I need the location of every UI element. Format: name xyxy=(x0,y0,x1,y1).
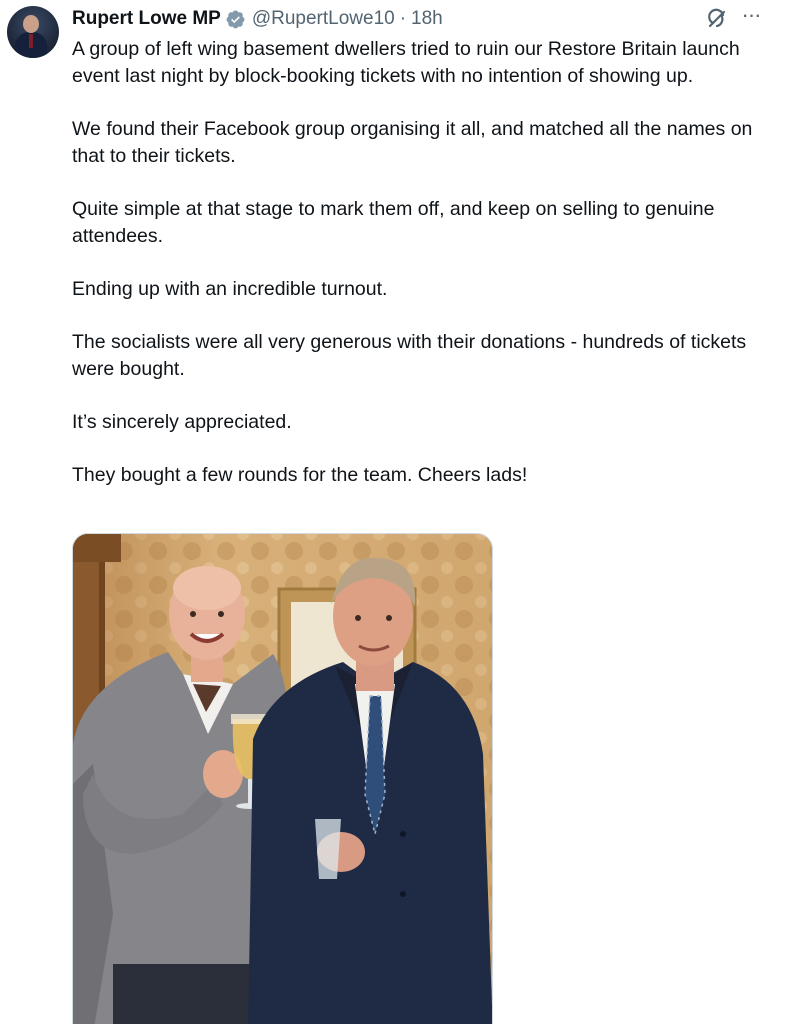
grok-icon[interactable] xyxy=(704,6,730,32)
timestamp[interactable]: 18h xyxy=(411,8,443,29)
tweet-paragraph: Ending up with an incredible turnout. xyxy=(72,278,388,300)
author-handle[interactable]: @RupertLowe10 xyxy=(251,8,395,29)
avatar-figure-tie xyxy=(29,34,33,48)
avatar[interactable] xyxy=(7,6,59,58)
display-name[interactable]: Rupert Lowe MP xyxy=(72,8,221,29)
tweet-text xyxy=(72,36,776,515)
verified-badge-icon[interactable] xyxy=(225,9,246,30)
photo-illustration xyxy=(73,534,493,1024)
tweet-paragraph: A group of left wing basement dwellers tried to ruin our Restore Britain launch event last night by block-booking tickets with no intention of showing up. xyxy=(72,38,740,87)
more-icon[interactable]: ··· xyxy=(741,2,761,27)
tweet-paragraph: The socialists were all very generous with their donations - hundreds of tickets were bought. xyxy=(72,331,747,380)
tweet-paragraph: It’s sincerely appreciated. xyxy=(72,411,292,433)
tweet-paragraph: We found their Facebook group organising it all, and matched all the names on that to their tickets. xyxy=(72,118,753,167)
tweet-paragraph: Quite simple at that stage to mark them off, and keep on selling to genuine attendees. xyxy=(72,198,715,247)
header-separator: · xyxy=(399,8,407,29)
tweet-paragraph: They bought a few rounds for the team. Cheers lads! xyxy=(72,464,528,486)
tweet-photo[interactable] xyxy=(72,533,493,1024)
tweet-header xyxy=(72,6,443,32)
avatar-figure-head xyxy=(23,15,39,33)
